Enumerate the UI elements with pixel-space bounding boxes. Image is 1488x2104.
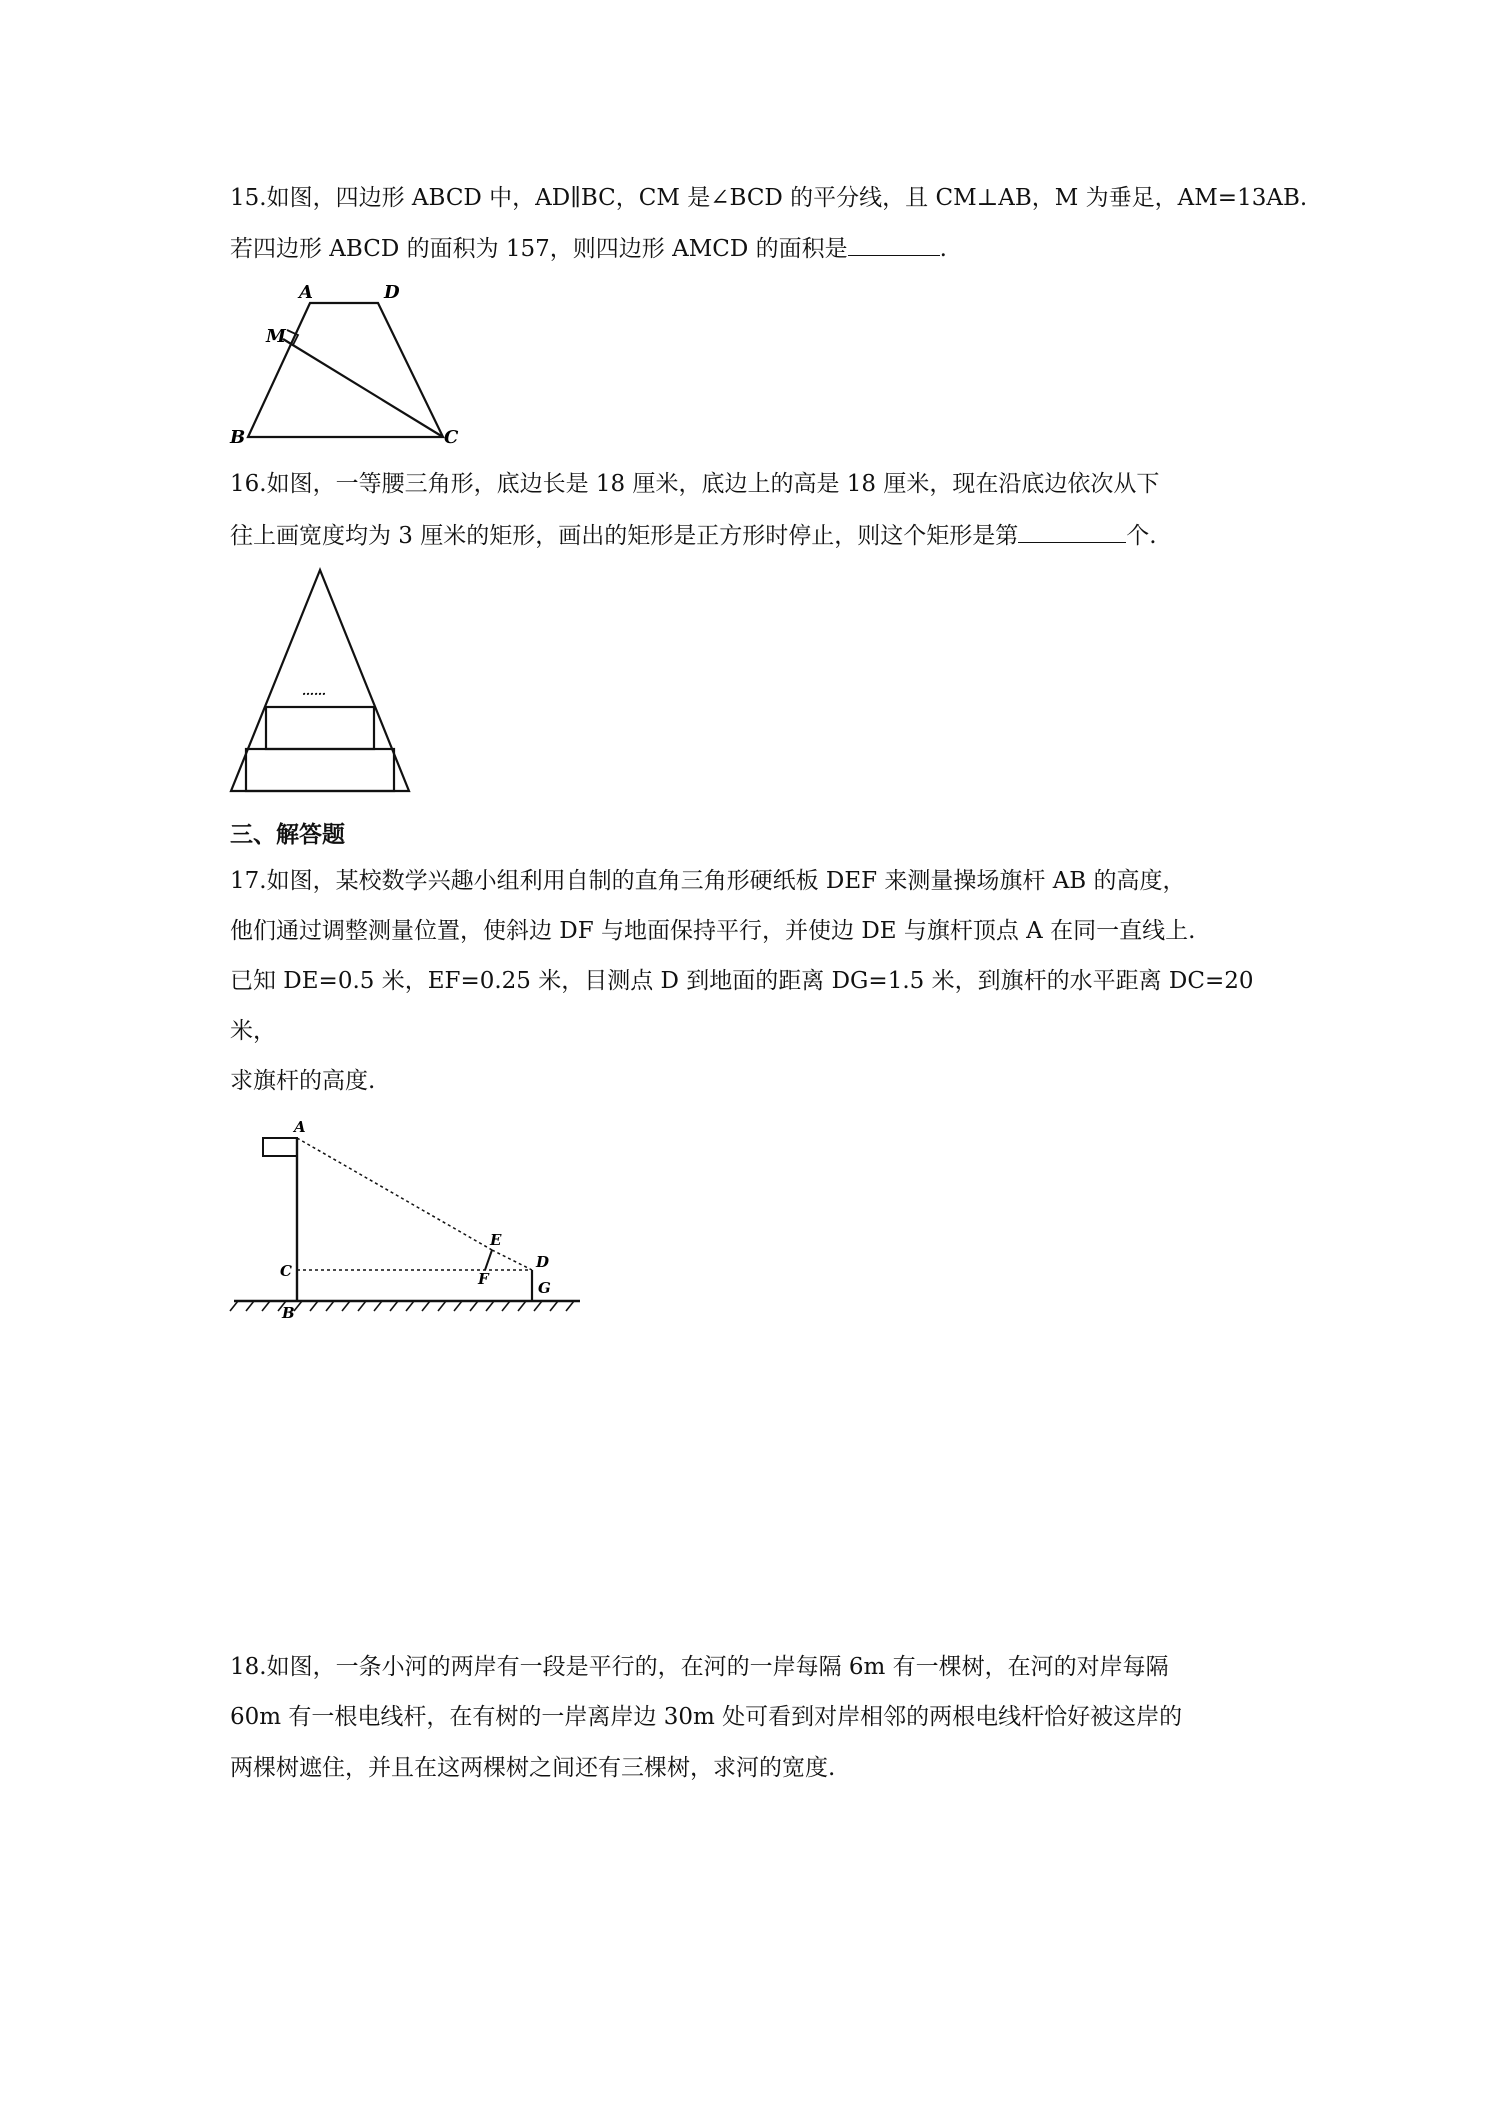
q17-hatch-mark	[438, 1301, 446, 1311]
q18-line-1: 18.如图，一条小河的两岸有一段是平行的，在河的一岸每隔 6m 有一棵树，在河的对岸每隔	[230, 1654, 1169, 1680]
q15-line-2-text: 若四边形 ABCD 的面积为 157，则四边形 AMCD 的面积是	[230, 236, 848, 262]
q15-trapezoid-figure	[228, 282, 459, 448]
q17-line-5: 求旗杆的高度.	[230, 1068, 376, 1094]
q17-label-c: C	[280, 1262, 292, 1280]
q16-second-rectangle	[266, 707, 374, 749]
q15-trapezoid-outline	[248, 303, 443, 437]
q17-hatch-mark	[454, 1301, 462, 1311]
q17-hatch-mark	[470, 1301, 478, 1311]
q15-label-d: D	[384, 282, 400, 303]
q18-line-2: 60m 有一根电线杆，在有树的一岸离岸边 30m 处可看到对岸相邻的两根电线杆恰好被这岸的	[230, 1704, 1183, 1730]
q17-label-f: F	[478, 1270, 489, 1288]
q16-triangle-figure	[228, 565, 418, 795]
q15-label-c: C	[444, 427, 459, 448]
q17-line-4: 米，	[230, 1018, 276, 1044]
q17-hatch-mark	[358, 1301, 366, 1311]
q17-flag	[263, 1138, 297, 1156]
q17-hatch-mark	[406, 1301, 414, 1311]
q16-ellipsis: ……	[302, 684, 326, 698]
q15-answer-blank	[848, 233, 940, 256]
q17-line-3: 已知 DE=0.5 米，EF=0.25 米，目测点 D 到地面的距离 DG=1.5 米，到旗杆的水平距离 DC=20	[230, 968, 1254, 994]
q17-hatch-mark	[550, 1301, 558, 1311]
q17-line-1: 17.如图，某校数学兴趣小组利用自制的直角三角形硬纸板 DEF 来测量操场旗杆 AB 的高度，	[230, 868, 1186, 894]
q17-hatch-mark	[294, 1301, 302, 1311]
q17-label-a: A	[294, 1118, 306, 1136]
q16-line-2-end: 个.	[1126, 523, 1157, 549]
q17-hatch-mark	[390, 1301, 398, 1311]
q16-answer-blank	[1018, 520, 1126, 543]
q17-hatch-mark	[230, 1301, 238, 1311]
q17-hatch-mark	[374, 1301, 382, 1311]
q15-label-a: A	[299, 282, 313, 303]
q15-label-m: M	[266, 326, 286, 347]
q17-hatch-mark	[566, 1301, 574, 1311]
q17-hatch-mark	[342, 1301, 350, 1311]
q15-line-2	[230, 233, 947, 264]
q17-hatch-mark	[486, 1301, 494, 1311]
q16-line-2-text: 往上画宽度均为 3 厘米的矩形，画出的矩形是正方形时停止，则这个矩形是第	[230, 523, 1019, 549]
q17-hatch-mark	[262, 1301, 270, 1311]
q17-label-b: B	[282, 1304, 295, 1322]
q17-line-2: 他们通过调整测量位置，使斜边 DF 与地面保持平行，并使边 DE 与旗杆顶点 A 在同一直线上.	[230, 918, 1196, 944]
q17-hatch-mark	[502, 1301, 510, 1311]
q17-hatch-mark	[422, 1301, 430, 1311]
q17-sightline-ae	[297, 1138, 492, 1250]
q17-hatch-mark	[534, 1301, 542, 1311]
q15-label-b: B	[230, 427, 246, 448]
q17-flagpole-figure	[228, 1118, 588, 1322]
q17-label-e: E	[490, 1231, 502, 1249]
q16-triangle-outline	[231, 570, 409, 791]
q15-line-2-end: .	[939, 236, 947, 262]
q17-segment-ed	[492, 1250, 532, 1270]
q17-hatch-mark	[518, 1301, 526, 1311]
q17-label-d: D	[536, 1253, 550, 1271]
q16-bottom-rectangle	[246, 749, 394, 791]
q16-line-2	[230, 520, 1157, 551]
q17-segment-ef	[485, 1250, 492, 1270]
q16-line-1: 16.如图，一等腰三角形，底边长是 18 厘米，底边上的高是 18 厘米，现在沿底边依次从下	[230, 471, 1160, 497]
q17-hatch-mark	[326, 1301, 334, 1311]
q17-hatch-mark	[246, 1301, 254, 1311]
q17-label-g: G	[538, 1279, 551, 1297]
q17-hatch-mark	[310, 1301, 318, 1311]
q18-line-3: 两棵树遮住，并且在这两棵树之间还有三棵树，求河的宽度.	[230, 1755, 836, 1781]
q15-line-1: 15.如图，四边形 ABCD 中，AD∥BC，CM 是∠BCD 的平分线，且 CM⊥AB，M 为垂足，AM=13AB.	[230, 185, 1308, 211]
section-heading: 三、解答题	[230, 822, 345, 848]
